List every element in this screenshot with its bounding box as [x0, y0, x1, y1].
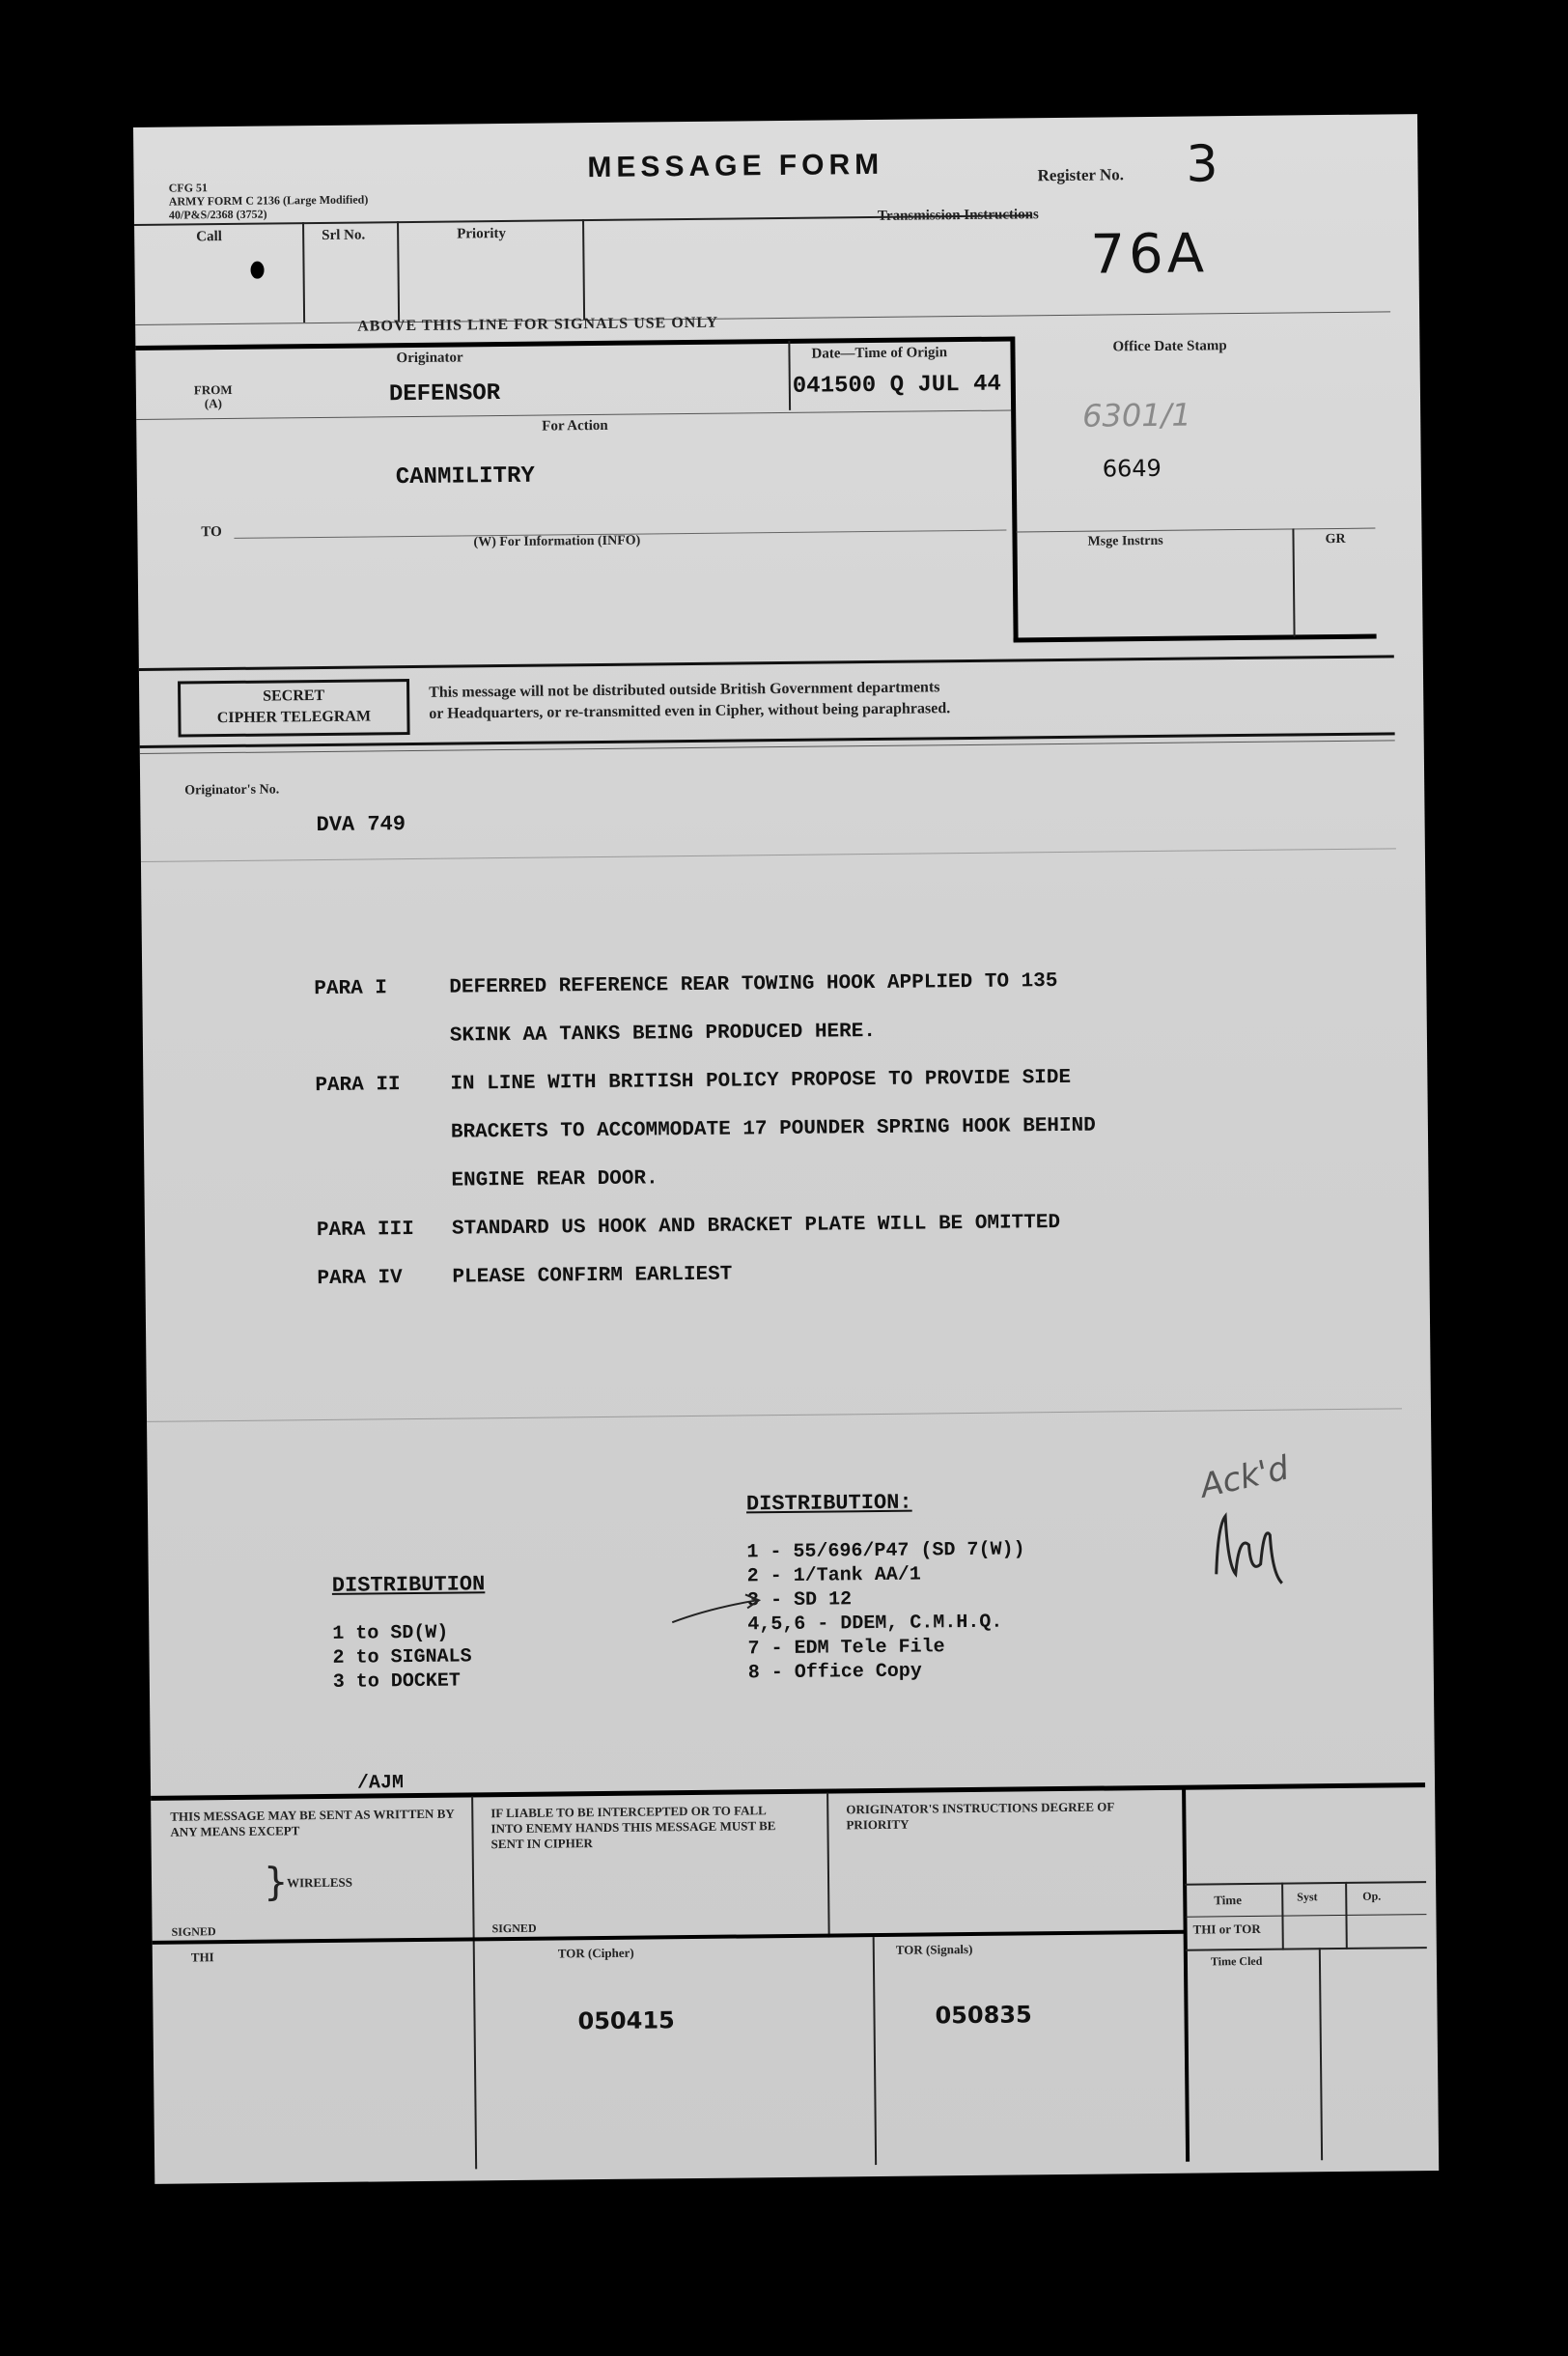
from-text: FROM: [193, 381, 233, 398]
thi-tor-label: THI or TOR: [1192, 1921, 1261, 1937]
tor-divider: [873, 1937, 877, 2165]
para-2-line-1: [315, 1054, 1095, 1110]
time-label: Time: [1214, 1893, 1243, 1908]
time-grid-top: [1185, 1881, 1426, 1886]
form-title: MESSAGE FORM: [587, 148, 884, 184]
footer-top-rule: [151, 1782, 1425, 1801]
date-label: Date—Time of Origin: [811, 345, 948, 362]
para-4-label: PARA IV: [317, 1267, 403, 1291]
form-codes: [169, 179, 369, 221]
para-3-label: PARA III: [316, 1219, 414, 1243]
originators-no-value: DVA 749: [316, 812, 406, 838]
notice-line-2: or Headquarters, or re-transmitted even in Cipher, without being paraphrased.: [429, 700, 951, 722]
footer-col3-divider: [1182, 1789, 1190, 2162]
originators-no-label: Originator's No.: [184, 782, 280, 799]
transmission-value: 76A: [1090, 222, 1209, 287]
handwritten-signature: [1206, 1506, 1294, 1594]
call-mark: [250, 262, 264, 279]
para-3-text-1: STANDARD US HOOK AND BRACKET PLATE WILL BE OMITTED: [451, 1212, 1061, 1241]
distribution-arrow: [670, 1588, 767, 1628]
srl-divider: [397, 221, 400, 322]
msge-label: Msge Instrns: [1087, 533, 1163, 549]
call-label: Call: [196, 229, 222, 245]
info-label: (W) For Information (INFO): [473, 533, 641, 550]
distribution-left-item: 2 to SIGNALS: [332, 1645, 472, 1669]
time-cled-divider: [1319, 1948, 1323, 2160]
para-2-text-2: BRACKETS TO ACCOMMODATE 17 POUNDER SPRING HOOK BEHIND: [450, 1114, 1096, 1144]
tor-signals-label: TOR (Signals): [895, 1941, 973, 1957]
distribution-right-item: 7 - EDM Tele File: [747, 1636, 945, 1661]
classification-cipher: CIPHER TELEGRAM: [216, 708, 372, 727]
priority-divider: [582, 219, 585, 320]
footer-wireless: WIRELESS: [286, 1874, 353, 1891]
register-number: 3: [1186, 135, 1218, 194]
distribution-right-item: 2 - 1/Tank AA/1: [746, 1563, 921, 1588]
distribution-right-item: 3 - SD 12: [746, 1588, 853, 1613]
distribution-left-item: 1 to SD(W): [332, 1621, 449, 1645]
for-action-value: CANMILITRY: [395, 463, 535, 491]
distribution-notice: [429, 677, 950, 725]
originator-value: DEFENSOR: [388, 380, 501, 408]
tor-cipher-value: 050415: [577, 2006, 675, 2035]
footer-col1-title: THIS MESSAGE MAY BE SENT AS WRITTEN BY ANY MEANS EXCEPT: [170, 1806, 455, 1839]
msge-rule: [1016, 528, 1375, 533]
para-1-text-2: SKINK AA TANKS BEING PRODUCED HERE.: [449, 1021, 877, 1048]
classification-top-rule: [139, 655, 1394, 671]
form-code-3: 40/P&S/2368 (3752): [168, 207, 267, 222]
from-label: [194, 383, 233, 410]
originator-label: Originator: [396, 350, 463, 367]
tor-cipher-label: TOR (Cipher): [557, 1945, 634, 1961]
distribution-right-item: 8 - Office Copy: [747, 1660, 922, 1685]
transmission-label: Transmission Instructions: [877, 207, 1039, 224]
time-grid-bottom: [1186, 1947, 1427, 1951]
form-code-2: ARMY FORM C 2136 (Large Modified): [168, 192, 369, 209]
office-stamp-label: Office Date Stamp: [1112, 338, 1227, 355]
signals-note: ABOVE THIS LINE FOR SIGNALS USE ONLY: [357, 314, 719, 335]
time-grid-mid: [1185, 1914, 1426, 1918]
form-code-1: CFG 51: [168, 181, 209, 195]
call-divider: [302, 222, 305, 323]
distribution-right-list: [746, 1537, 1026, 1685]
distribution-left-item: 3 to DOCKET: [332, 1669, 462, 1694]
handwritten-note: Ack'd: [1196, 1448, 1293, 1506]
for-action-label: For Action: [542, 417, 608, 435]
para-1-text-1: DEFERRED REFERENCE REAR TOWING HOOK APPLIED TO 135: [449, 970, 1058, 999]
para-2-text-3: ENGINE REAR DOOR.: [451, 1167, 658, 1192]
signals-rule: [135, 311, 1390, 325]
thi-label: THI: [190, 1949, 214, 1965]
classification-secret: SECRET: [263, 687, 325, 705]
para-2-label: PARA II: [315, 1074, 401, 1098]
brace-icon: }: [263, 1860, 289, 1905]
para-2-text-1: IN LINE WITH BRITISH POLICY PROPOSE TO PROVIDE SIDE: [450, 1066, 1072, 1096]
register-label: Register No.: [1037, 165, 1125, 185]
body-rule: [141, 848, 1396, 862]
syst-label: Syst: [1297, 1890, 1318, 1904]
cipher-box: [178, 679, 410, 738]
from-sub: (A): [204, 396, 222, 411]
distribution-right-item: 1 - 55/696/P47 (SD 7(W)): [746, 1538, 1025, 1564]
distribution-left-list: [332, 1620, 472, 1695]
distribution-right-item: 4,5,6 - DDEM, C.M.H.Q.: [747, 1611, 1003, 1637]
distribution-left-heading: DISTRIBUTION: [331, 1572, 486, 1598]
stamp-ref: 6301/1: [1081, 396, 1191, 435]
to-label: TO: [201, 524, 222, 541]
footer-col3-title: ORIGINATOR'S INSTRUCTIONS DEGREE OF PRIORITY: [846, 1799, 1114, 1833]
para-1-line-1: [314, 958, 1094, 1014]
para-4-line-1: [317, 1248, 1097, 1304]
footer-col2-title: IF LIABLE TO BE INTERCEPTED OR TO FALL INTO ENEMY HANDS THIS MESSAGE MUST BE SENT IN CIPHER: [490, 1803, 776, 1852]
time-cled-label: Time Cled: [1210, 1953, 1263, 1969]
footer-col1-signed: SIGNED: [171, 1924, 216, 1939]
stamp-bottom-rule: [1014, 634, 1377, 643]
para-block: [314, 958, 1098, 1304]
gr-label: GR: [1325, 531, 1346, 547]
date-time-value: 041500 Q JUL 44: [792, 371, 1002, 400]
footer-col2-divider: [826, 1793, 830, 1938]
footer-col1-divider: [471, 1796, 477, 2169]
gr-divider: [1292, 528, 1295, 636]
stamp-number: 6649: [1102, 454, 1162, 483]
footer-col2-signed: SIGNED: [491, 1921, 537, 1936]
notice-line-1: This message will not be distributed outside British Government departments: [429, 679, 940, 701]
origin-right-rule: [1010, 336, 1018, 641]
para-3-line-1: [317, 1199, 1097, 1255]
classification-bottom-rule-2: [140, 740, 1395, 754]
op-label: Op.: [1362, 1889, 1382, 1903]
message-form-page: [133, 114, 1439, 2184]
distribution-right-heading: DISTRIBUTION:: [745, 1490, 912, 1517]
date-divider: [788, 341, 791, 410]
para-4-text-1: PLEASE CONFIRM EARLIEST: [452, 1263, 733, 1289]
typist-initials: /AJM: [356, 1772, 405, 1795]
priority-label: Priority: [457, 225, 507, 242]
body-rule: [147, 1408, 1402, 1422]
srl-label: Srl No.: [322, 227, 366, 243]
tor-signals-value: 050835: [935, 2001, 1032, 2030]
para-1-label: PARA I: [314, 977, 388, 1001]
footer-signed-rule: [153, 1930, 1186, 1945]
